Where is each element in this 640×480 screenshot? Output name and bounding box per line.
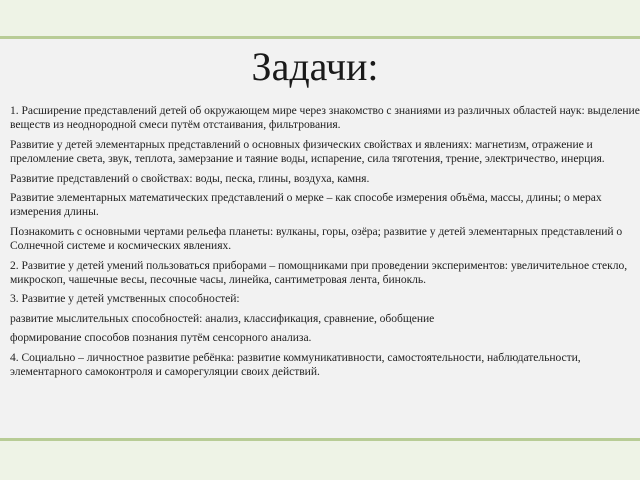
top-decorative-band	[0, 0, 640, 36]
bottom-accent-line	[0, 438, 640, 441]
paragraph-task-3-mental: 3. Развитие у детей умственных способностей:	[10, 292, 240, 306]
paragraph-task-1: 1. Расширение представлений детей об окружающем мире через знакомство с знаниями из различных областей наук: выделение веществ из неоднородной смеси путём отстаивания, фильтрования.	[10, 104, 640, 132]
paragraph-math-measures: Развитие элементарных математических представлений о мерке – как способе измерения объёма, массы, длины; о мерах измерения длины.	[10, 191, 602, 219]
paragraph-task-4-social: 4. Социально – личностное развитие ребёнка: развитие коммуникативности, самостоятельности, наблюдательности, элементарного самоконтроля и саморегуляции своих действий.	[10, 350, 581, 379]
paragraph-physical-properties: Развитие у детей элементарных представлений о основных физических свойствах и явлениях: магнетизм, отражение и преломление света, звук, теплота, замерзание и таяние воды, испарение, сила тяготения, трение, электричество, инерция.	[10, 137, 605, 166]
paragraph-task-2-instruments: 2. Развитие у детей умений пользоваться приборами – помощниками при проведении экспериментов: увеличительное стекло, микроскоп, чашечные весы, песочные часы, линейка, сантиметровая лента, бинокль.	[10, 258, 628, 287]
paragraph-thinking-abilities: развитие мыслительных способностей: анализ, классификация, сравнение, обобщение	[10, 311, 435, 325]
paragraph-sensory-analysis: формирование способов познания путём сенсорного анализа.	[10, 331, 312, 345]
slide-title: Задачи:	[251, 44, 379, 89]
paragraph-planet-relief: Познакомить с основными чертами рельефа планеты: вулканы, горы, озёра; развитие у детей элементарных представлений о Солнечной системе и космических явлениях.	[10, 224, 623, 253]
slide-body	[10, 104, 640, 385]
bottom-decorative-band	[0, 438, 640, 480]
paragraph-material-properties: Развитие представлений о свойствах: воды, песка, глины, воздуха, камня.	[10, 171, 370, 185]
